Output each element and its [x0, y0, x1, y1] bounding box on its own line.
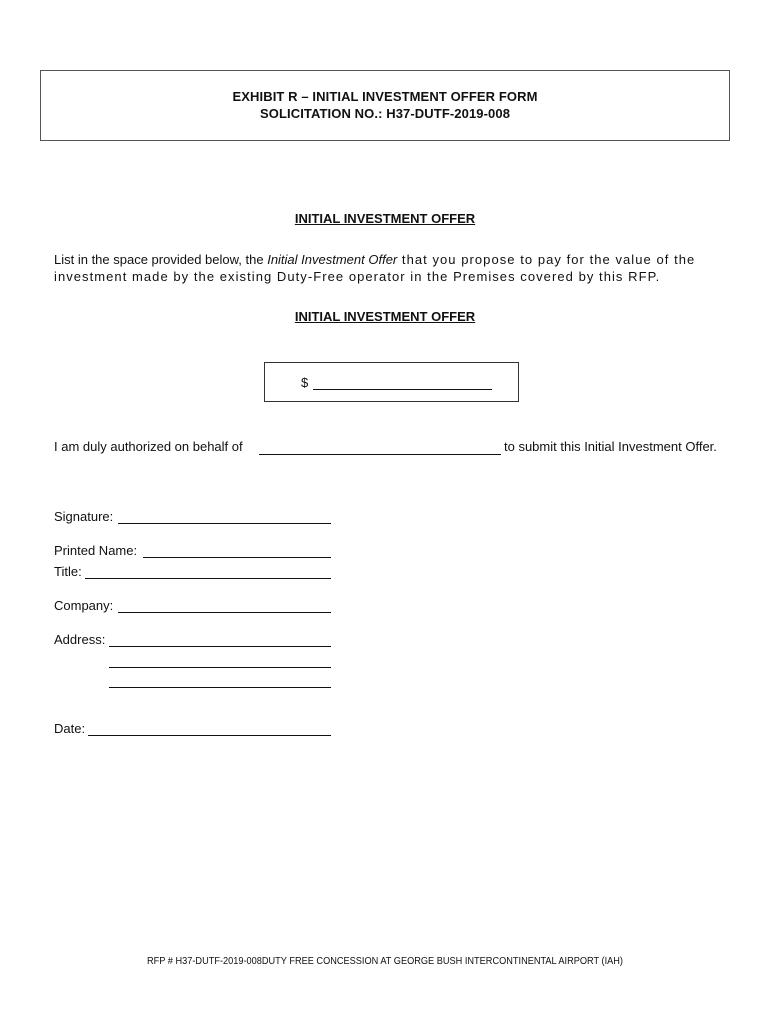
exhibit-title: EXHIBIT R – INITIAL INVESTMENT OFFER FORM [232, 89, 538, 104]
authorized-entity-field[interactable] [259, 454, 501, 455]
printed-name-field[interactable] [143, 557, 331, 558]
authorization-suffix: to submit this Initial Investment Offer. [504, 439, 717, 454]
printed-name-label: Printed Name: [54, 543, 138, 558]
date-field[interactable] [88, 735, 331, 736]
signature-field[interactable] [118, 523, 331, 524]
authorization-prefix: I am duly authorized on behalf of [54, 439, 243, 454]
offer-heading: INITIAL INVESTMENT OFFER [294, 309, 476, 324]
address-field-line3[interactable] [109, 687, 331, 688]
instruction-paragraph-line1 [54, 251, 734, 268]
title-label: Title: [54, 564, 82, 579]
section-heading: INITIAL INVESTMENT OFFER [294, 211, 476, 226]
title-field[interactable] [85, 578, 331, 579]
address-field-line2[interactable] [109, 667, 331, 668]
address-label: Address: [54, 632, 106, 647]
signature-label: Signature: [54, 509, 114, 524]
offer-amount-box [264, 362, 519, 402]
page-footer: RFP # H37-DUTF-2019-008DUTY FREE CONCESSION AT GEORGE BUSH INTERCONTINENTAL AIRPORT (IAH) [147, 956, 623, 967]
company-label: Company: [54, 598, 114, 613]
offer-amount-field[interactable] [313, 389, 492, 390]
instruction-text-end: that you propose to pay for the value of the [397, 252, 696, 267]
address-field-line1[interactable] [109, 646, 331, 647]
date-label: Date: [54, 721, 86, 736]
exhibit-header-box [40, 70, 730, 141]
company-field[interactable] [118, 612, 331, 613]
solicitation-number: SOLICITATION NO.: H37-DUTF-2019-008 [259, 106, 511, 121]
instruction-paragraph-line2: investment made by the existing Duty-Free operator in the Premises covered by this RFP. [54, 269, 661, 284]
currency-symbol: $ [301, 375, 309, 390]
instruction-text-start: List in the space provided below, the [54, 252, 268, 267]
instruction-italic-term: Initial Investment Offer [267, 252, 398, 267]
